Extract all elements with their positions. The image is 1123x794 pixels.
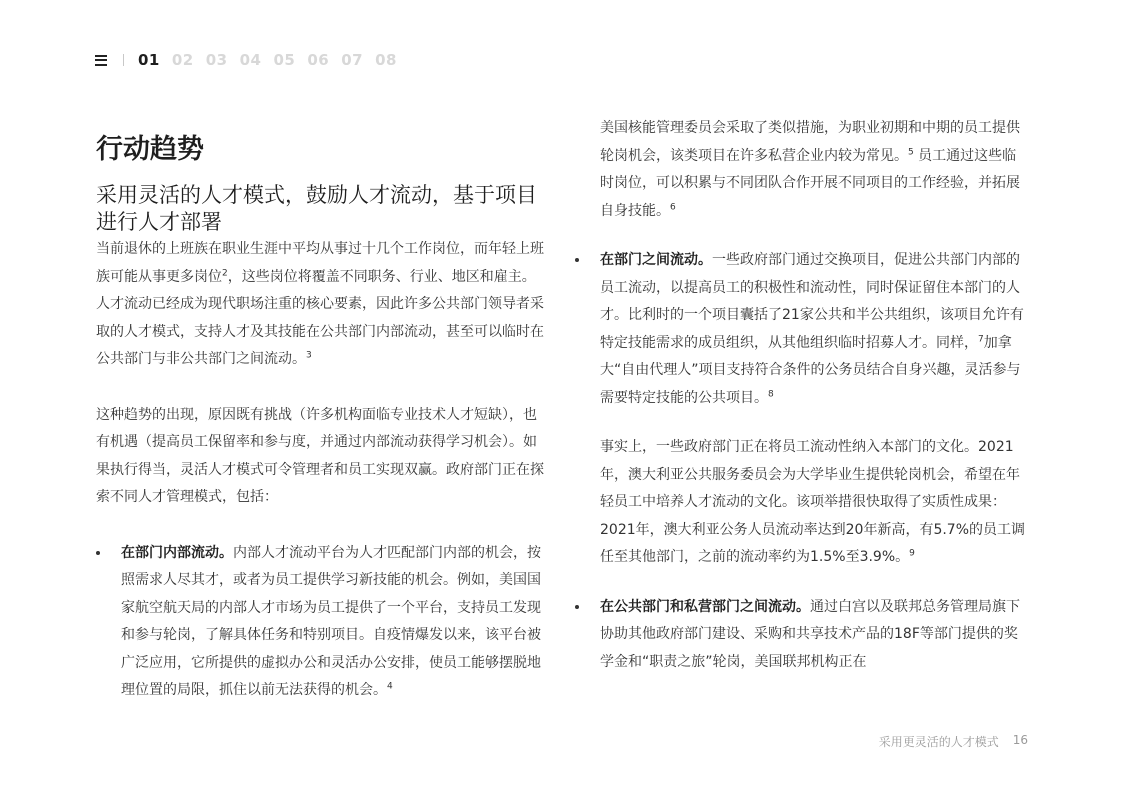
menu-icon[interactable] [95,55,107,66]
bullet-public-private [575,594,1027,677]
right-column [575,115,1027,676]
intro-text: 当前退休的上班族在职业生涯中平均从事过十几个工作岗位，而年轻上班族可能从事更多岗位 [96,241,544,285]
page-number: 16 [1012,733,1028,747]
footnote-ref[interactable]: 4 [387,681,393,692]
footnote-ref[interactable]: 9 [909,548,915,559]
chapter-link-03[interactable]: 03 [205,51,228,69]
bullet-heading: 在部门内部流动。 [121,544,233,561]
intro-text-cont: ，这些岗位将覆盖不同职务、行业、地区和雇主。人才流动已经成为现代职场注重的核心要素，因此许多公共部门领导者采取的人才模式，支持人才及其技能在公共部门内部流动，甚至可以临时在公共部门与非公共部门之间流动。 [96,268,544,367]
footnote-ref[interactable]: 3 [306,350,312,361]
footnote-ref[interactable]: 8 [768,388,774,399]
nrc-text-cont: 员工通过这些临时岗位，可以积累与不同团队合作开展不同项目的工作经验，并拓展自身技能。 [600,147,1020,219]
footnote-ref[interactable]: 6 [670,201,676,212]
bullet-heading: 在公共部门和私营部门之间流动。 [600,598,810,615]
page-footer [879,733,1028,750]
australia-text: 事实上，一些政府部门正在将员工流动性纳入本部门的文化。2021年，澳大利亚公共服务委员会为大学毕业生提供轮岗机会，希望在年轻员工中培养人才流动的文化。该项举措很快取得了实质性成果：2021年，澳大利亚公务人员流动率达到20年新高，有5.7%的员工调任至其他部门，之前的流动率约为1.5%至3.9%。 [600,439,1026,565]
chapter-link-06[interactable]: 06 [307,51,330,69]
section-title: 行动趋势 [96,134,204,165]
chapter-link-02[interactable]: 02 [171,51,194,69]
chapter-link-07[interactable]: 07 [341,51,364,69]
bullet-text: 通过白宫以及联邦总务管理局旗下协助其他政府部门建设、采购和共享技术产品的18F等部门提供的奖学金和“职责之旅”轮岗，美国联邦机构正在 [600,598,1020,670]
trend-paragraph: 这种趋势的出现，原因既有挑战（许多机构面临专业技术人才短缺），也有机遇（提高员工保留率和参与度，并通过内部流动获得学习机会）。如果执行得当，灵活人才模式可令管理者和员工实现双赢。政府部门正在探索不同人才管理模式，包括： [96,406,544,505]
australia-paragraph [575,434,1027,572]
chapter-link-05[interactable]: 05 [273,51,296,69]
bullet-inter-department [575,247,1027,412]
footer-section-label: 采用更灵活的人才模式 [878,735,999,749]
nav-divider [123,54,124,66]
nrc-text: 美国核能管理委员会采取了类似措施，为职业初期和中期的员工提供轮岗机会，该类项目在许多私营企业内较为常见。 [600,120,1020,164]
left-column [96,130,548,705]
section-subtitle: 采用灵活的人才模式，鼓励人才流动，基于项目进行人才部署 [96,183,537,234]
bullet-text-cont: 加拿大“自由代理人”项目支持符合条件的公务员结合自身兴趣，灵活参与需要特定技能的公共项目。 [600,334,1021,406]
bullet-heading: 在部门之间流动。 [600,252,712,268]
chapter-link-04[interactable]: 04 [239,51,262,69]
chapter-link-08[interactable]: 08 [375,51,397,69]
footnote-ref[interactable]: 7 [978,333,984,344]
bullet-text: 内部人才流动平台为人才匹配部门内部的机会，按照需求人尽其才，或者为员工提供学习新技能的机会。例如，美国国家航空航天局的内部人才市场为员工提供了一个平台，支持员工发现和参与轮岗，了解具体任务和特别项目。自疫情爆发以来，该平台被广泛应用，它所提供的虚拟办公和灵活办公安排，使员工能够摆脱地理位置的局限，抓住以前无法获得的机会。 [121,544,541,698]
bullet-intra-department [96,540,548,705]
chapter-link-01[interactable]: 01 [138,51,160,69]
intro-paragraph [96,236,548,374]
chapter-nav [95,49,409,71]
footnote-ref[interactable]: 5 [908,146,914,157]
bullet-text: 一些政府部门通过交换项目，促进公共部门内部的员工流动，以提高员工的积极性和流动性，同时保证留住本部门的人才。比利时的一个项目囊括了21家公共和半公共组织，该项目允许有特定技能需求的成员组织，从其他组织临时招募人才。同样， [600,252,1024,351]
footnote-ref[interactable]: 2 [222,267,228,278]
nrc-paragraph [575,115,1027,225]
